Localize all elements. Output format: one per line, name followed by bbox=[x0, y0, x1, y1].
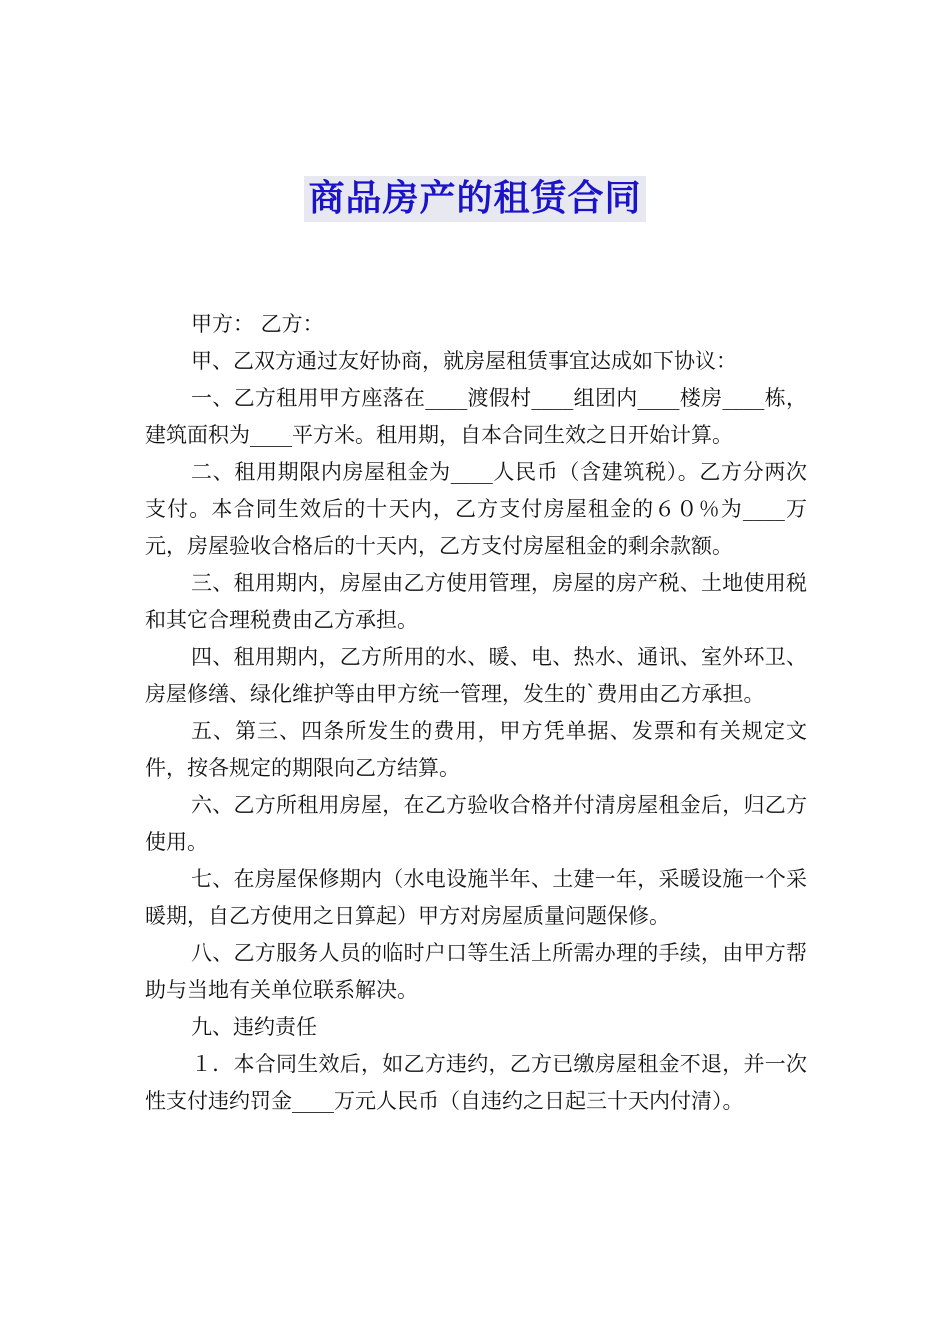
contract-body bbox=[145, 306, 807, 1120]
clause-8: 八、乙方服务人员的临时户口等生活上所需办理的手续，由甲方帮助与当地有关单位联系解决。 bbox=[145, 941, 807, 1002]
preamble-paragraph: 甲、乙双方通过友好协商，就房屋租赁事宜达成如下协议： bbox=[191, 349, 737, 373]
clause-1: 一、乙方租用甲方座落在____渡假村____组团内____楼房____栋，建筑面积为____平方米。租用期，自本合同生效之日开始计算。 bbox=[145, 386, 807, 447]
title-block bbox=[0, 176, 950, 222]
clause-6: 六、乙方所租用房屋，在乙方验收合格并付清房屋租金后，归乙方使用。 bbox=[145, 793, 807, 854]
clause-9-heading: 九、违约责任 bbox=[191, 1015, 317, 1039]
party-line: 甲方： 乙方： bbox=[191, 312, 324, 336]
clause-5: 五、第三、四条所发生的费用，甲方凭单据、发票和有关规定文件，按各规定的期限向乙方结算。 bbox=[145, 719, 807, 780]
clause-4: 四、租用期内，乙方所用的水、暖、电、热水、通讯、室外环卫、房屋修缮、绿化维护等由甲方统一管理，发生的`费用由乙方承担。 bbox=[145, 645, 807, 706]
clause-2: 二、租用期限内房屋租金为____人民币（含建筑税）。乙方分两次支付。本合同生效后的十天内，乙方支付房屋租金的６０％为____万元，房屋验收合格后的十天内，乙方支付房屋租金的剩余款额。 bbox=[145, 460, 807, 558]
clause-3: 三、租用期内，房屋由乙方使用管理，房屋的房产税、土地使用税和其它合理税费由乙方承担。 bbox=[145, 571, 807, 632]
document-title: 商品房产的租赁合同 bbox=[304, 176, 645, 222]
clause-9-item-1: １．本合同生效后，如乙方违约，乙方已缴房屋租金不退，并一次性支付违约罚金____万元人民币（自违约之日起三十天内付清）。 bbox=[145, 1052, 807, 1113]
clause-7: 七、在房屋保修期内（水电设施半年、土建一年，采暖设施一个采暖期，自乙方使用之日算起）甲方对房屋质量问题保修。 bbox=[145, 867, 807, 928]
